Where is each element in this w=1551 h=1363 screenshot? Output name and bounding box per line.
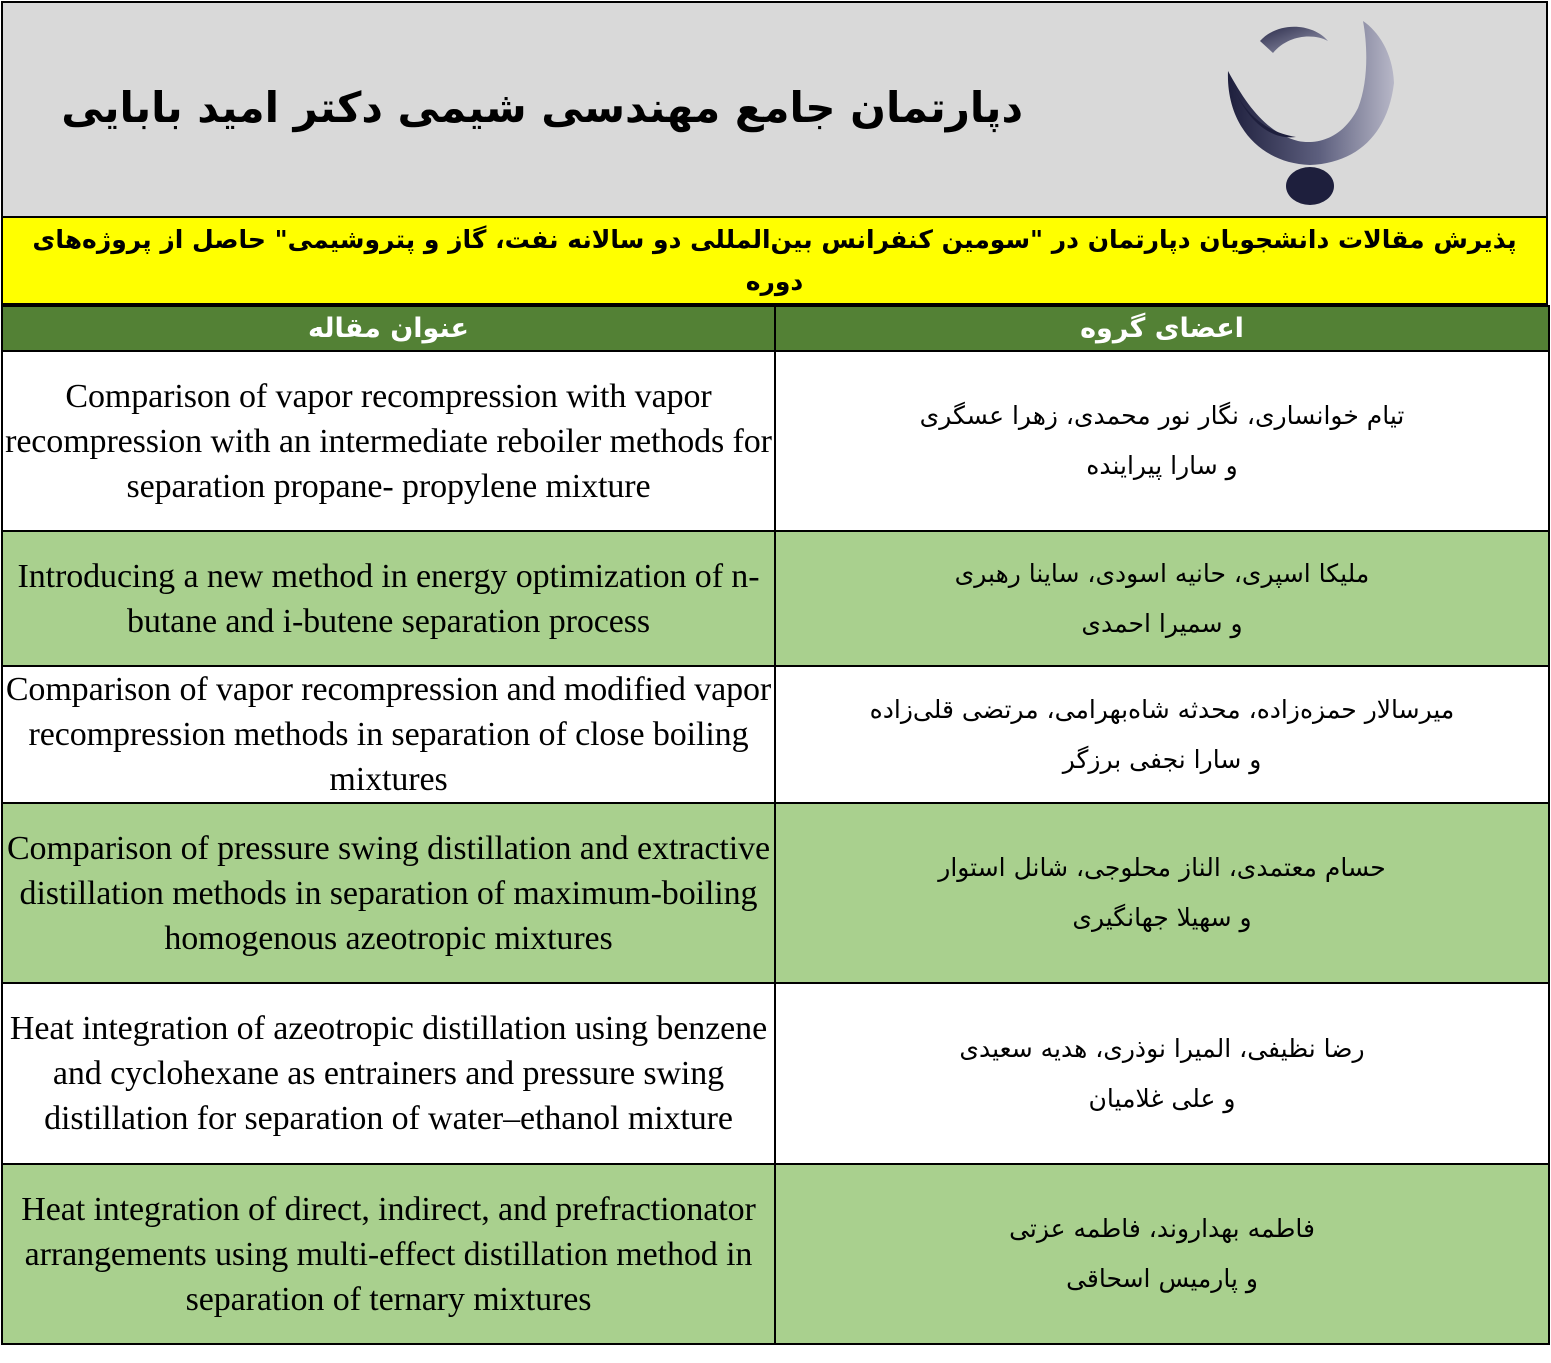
- table-row: [2, 351, 1549, 531]
- members-line: و سهیلا جهانگیری: [1072, 903, 1252, 932]
- members-line: و سارا پیراینده: [1086, 451, 1238, 480]
- group-members: [775, 351, 1549, 531]
- department-title: دپارتمان جامع مهندسی شیمی دکتر امید بابایی: [61, 83, 1023, 132]
- table-row: [2, 531, 1549, 666]
- members-line: و سمیرا احمدی: [1081, 608, 1243, 638]
- header-banner: [1, 1, 1548, 218]
- members-line: و پارمیس اسحاقی: [1066, 1264, 1258, 1293]
- department-logo-icon: [1218, 13, 1398, 211]
- members-line: حسام معتمدی، الناز محلوجی، شانل استوار: [938, 853, 1386, 882]
- papers-table: [1, 305, 1550, 1345]
- members-line: تیام خوانساری، نگار نور محمدی، زهرا عسگری: [919, 401, 1405, 430]
- paper-title: Heat integration of azeotropic distillation using benzene and cyclohexane as entrainers and pressure swing distillation for separation of water–ethanol mixture: [2, 983, 775, 1164]
- paper-title: Comparison of pressure swing distillation and extractive distillation methods in separation of maximum-boiling homogenous azeotropic mixtures: [2, 803, 775, 983]
- members-line: رضا نظیفی، المیرا نوذری، هدیه سعیدی: [959, 1033, 1365, 1063]
- members-line: میرسالار حمزه‌زاده، محدثه شاه‌بهرامی، مرتضی قلی‌زاده: [869, 694, 1455, 724]
- group-members: [775, 803, 1549, 983]
- paper-title: Comparison of vapor recompression and modified vapor recompression methods in separation of close boiling mixtures: [2, 666, 775, 803]
- notice-line-1: پذیرش مقالات دانشجویان دپارتمان در "سومین کنفرانس بین‌المللی دو سالانه نفت، گاز و پتروشیمی" حاصل از پروژه‌های دوره: [32, 225, 1517, 296]
- members-line: و علی غلامیان: [1088, 1083, 1236, 1113]
- table-row: [2, 803, 1549, 983]
- paper-title: Heat integration of direct, indirect, and prefractionator arrangements using multi-effect distillation method in separation of ternary mixtures: [2, 1164, 775, 1344]
- members-line: ملیکا اسپری، حانیه اسودی، ساینا رهبری: [954, 558, 1370, 588]
- group-members: [775, 1164, 1549, 1344]
- header-group-members: اعضای گروه: [775, 306, 1549, 351]
- header-paper-title: عنوان مقاله: [2, 306, 775, 351]
- members-line: فاطمه بهداروند، فاطمه عزتی: [1009, 1214, 1315, 1243]
- group-members: [775, 531, 1549, 666]
- table-row: [2, 666, 1549, 803]
- paper-title: Comparison of vapor recompression with vapor recompression with an intermediate reboiler methods for separation propane- propylene mixture: [2, 351, 775, 531]
- table-header-row: [2, 306, 1549, 351]
- members-line: و سارا نجفی برزگر: [1062, 744, 1262, 774]
- table-row: [2, 983, 1549, 1164]
- paper-title: Introducing a new method in energy optimization of n-butane and i-butene separation process: [2, 531, 775, 666]
- group-members: [775, 983, 1549, 1164]
- table-row: [2, 1164, 1549, 1344]
- group-members: [775, 666, 1549, 803]
- acceptance-notice: [1, 218, 1548, 305]
